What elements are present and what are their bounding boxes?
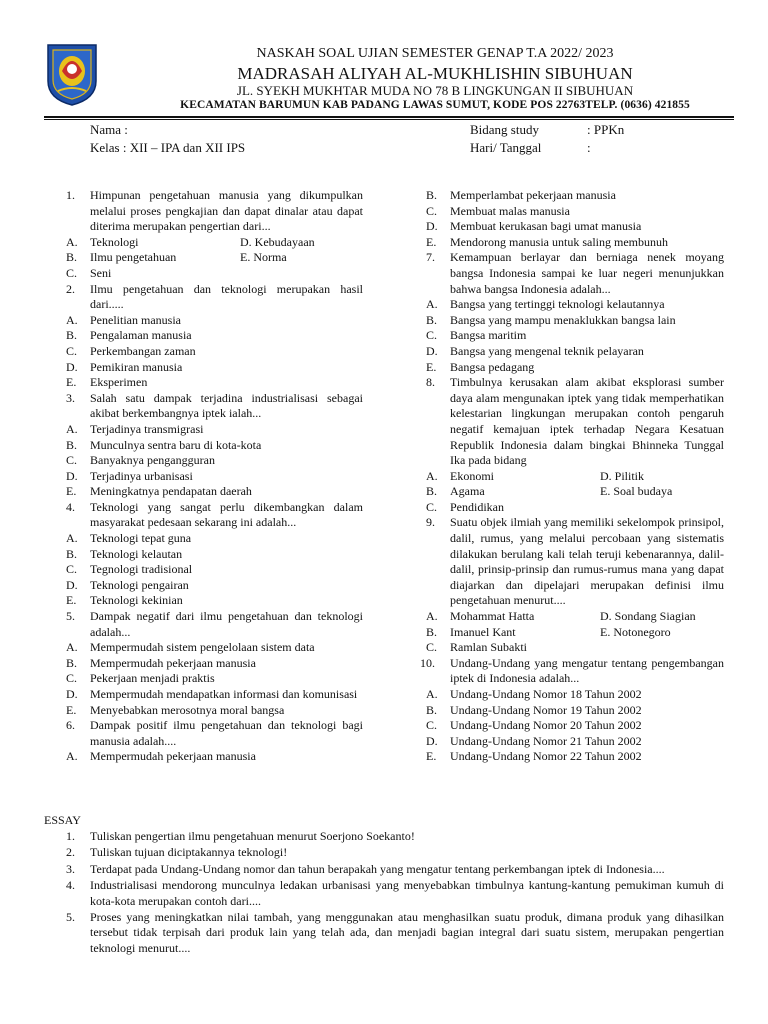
class-field: Kelas : XII – IPA dan XII IPS: [90, 140, 246, 155]
question-text: Kemampuan berlayar dan berniaga nenek moyang bangsa Indonesia sampai ke luar negeri menunjukkan bahwa bangsa Indonesia adalah...: [450, 250, 724, 296]
option-letter: C.: [66, 562, 78, 577]
option-letter: B.: [426, 312, 438, 327]
option-letter: C.: [426, 718, 438, 733]
question-number: 4.: [66, 499, 75, 514]
question-4: [66, 500, 363, 531]
option-letter: D.: [426, 219, 438, 234]
option-row: [426, 297, 724, 313]
option-letter: B.: [66, 437, 78, 452]
essay-text: Industrialisasi mendorong munculnya ledakan urbanisasi yang menyebabkan timbulnya kantung-kantung pemukiman kumuh di kota-kota merupakan contoh dari....: [90, 878, 724, 908]
option-letter: B.: [426, 702, 438, 717]
option-row: [426, 328, 724, 344]
option-row: [66, 484, 363, 500]
option-text: Ekonomi: [450, 468, 494, 483]
option-row: [66, 266, 363, 282]
option-letter: C.: [66, 265, 78, 280]
essay-item: [66, 910, 724, 956]
option-row: [426, 734, 724, 750]
question-text: Suatu objek ilmiah yang memiliki sekelompok prinsipol, dalil, rumus, yang melalui percobaan yang sistematis dilakukan berulang kali telah teruji kebenarannya, dalil-dalil, prinsip-prinsip dan rumus-rumus mana yang dapat diajarkan dan dipelajari merupakan definisi ilmu pengetahuan menurut....: [450, 515, 724, 608]
option-row: [426, 640, 724, 656]
option-letter: E.: [426, 234, 437, 249]
option-row: [66, 547, 363, 563]
option-text: Mempermudah mendapatkan informasi dan komunisasi: [90, 687, 358, 701]
school-logo-emblem: [44, 41, 100, 107]
option-letter: D.: [426, 733, 438, 748]
option-text: Mempermudah sistem pengelolaan sistem data: [90, 640, 315, 655]
option-row: [66, 562, 363, 578]
option-row: [66, 578, 363, 594]
essay-number: 1.: [66, 829, 75, 843]
option-letter: C.: [66, 671, 78, 686]
essay-item: [66, 829, 724, 844]
essay-text: Proses yang meningkatkan nilai tambah, yang menggunakan atau menghasilkan suatu produk, dimana produk yang dihasilkan tersebut tidak terpisah dari produk lain yang telah ada, dan menjadi bagian integral dari suatu sistem, merupakan pengertian teknologi menurut....: [90, 910, 724, 955]
option-row: [426, 625, 724, 641]
option-text: Undang-Undang Nomor 21 Tahun 2002: [450, 733, 642, 748]
option-row: [426, 609, 724, 625]
option-text: Teknologi pengairan: [90, 577, 189, 592]
essay-list: [66, 829, 724, 957]
question-text: Teknologi yang sangat perlu dikembangkan dalam masyarakat pedesaan sekarang ini adalah...: [90, 499, 363, 530]
option-row: [426, 219, 724, 235]
option-text: Agama: [450, 484, 485, 499]
option-text: Munculnya sentra baru di kota-kota: [90, 437, 262, 452]
option-text: Mendorong manusia untuk saling membunuh: [450, 234, 668, 249]
option-row: [66, 328, 363, 344]
option-row: [426, 749, 724, 765]
option-text: Mempermudah pekerjaan manusia: [90, 749, 256, 764]
option-text: Bangsa maritim: [450, 328, 527, 343]
question-text: Dampak positif ilmu pengetahuan dan teknologi bagi manusia adalah....: [90, 718, 363, 748]
option-text: Mohammat Hatta: [450, 609, 535, 624]
option-letter: E.: [66, 375, 77, 390]
option-row: [426, 313, 724, 329]
option-letter: D.: [426, 343, 438, 358]
option-row: [426, 188, 724, 204]
question-text: Timbulnya kerusakan alam akibat eksplorasi sumber daya alam mengunakan iptek yang tidak memperhatikan kelestarian lingkungan merupakan contoh pengaruh negatif kemajuan iptek terhadap Negara Kesatuan Republik Indonesia dalam bingkai Bhinneka Tunggal Ika pada bidang: [450, 375, 724, 468]
student-name-field: Nama :: [90, 122, 128, 137]
question-text: Undang-Undang yang mengatur tentang pengembangan iptek di Indonesia adalah...: [450, 655, 724, 686]
option-text: Eksperimen: [90, 375, 148, 390]
question-number: 10.: [420, 655, 435, 670]
option-text: Pendidikan: [450, 499, 504, 514]
question-3: [66, 391, 363, 422]
option-letter: C.: [66, 343, 78, 358]
option-text: Seni: [90, 265, 112, 280]
option-letter: A.: [426, 609, 438, 624]
option-letter: D.: [66, 468, 78, 483]
option-text: Mempermudah pekerjaan manusia: [90, 655, 256, 670]
subject-value: : PPKn: [587, 122, 625, 137]
option-text: Ilmu pengetahuan: [90, 250, 177, 265]
question-6: [66, 718, 363, 749]
question-number: 6.: [66, 718, 75, 733]
option-letter: B.: [66, 655, 78, 670]
question-number: 5.: [66, 609, 75, 624]
option-letter: A.: [426, 297, 438, 312]
option-row: [66, 344, 363, 360]
option-row: [66, 531, 363, 547]
questions-right-column: [420, 188, 724, 765]
option-row: [426, 703, 724, 719]
essay-heading: ESSAY: [44, 813, 81, 827]
option-text: Teknologi kelautan: [90, 546, 183, 561]
option-row: [66, 656, 363, 672]
option-row: [66, 250, 363, 266]
option-row: [426, 235, 724, 251]
option-text: Membuat kerukasan bagi umat manusia: [450, 219, 642, 234]
option-row: [66, 313, 363, 329]
subject-label: Bidang study: [470, 122, 539, 137]
essay-item: [66, 862, 724, 877]
option-letter: A.: [66, 640, 78, 655]
option-row: [66, 438, 363, 454]
option-row: [66, 469, 363, 485]
option-letter: B.: [66, 328, 78, 343]
option-text: Menyebabkan merosotnya moral bangsa: [90, 702, 285, 717]
essay-text: Tuliskan tujuan diciptakannya teknologi!: [90, 845, 288, 860]
date-value: :: [587, 140, 591, 155]
option-letter: A.: [426, 468, 438, 483]
header-divider-thin: [44, 119, 734, 120]
option-row: [66, 687, 363, 703]
option-letter: B.: [426, 484, 438, 499]
option-text: Bangsa pedagang: [450, 359, 535, 374]
option-row: [426, 469, 724, 485]
option-letter: E.: [66, 484, 77, 499]
essay-number: 5.: [66, 910, 75, 925]
option-letter: C.: [426, 640, 438, 655]
option-row: [426, 500, 724, 516]
option-text: D. Kebudayaan: [240, 234, 315, 249]
header-divider: [44, 116, 734, 118]
option-text: Imanuel Kant: [450, 624, 516, 639]
option-letter: A.: [66, 531, 78, 546]
option-text: Bangsa yang mengenal teknik pelayaran: [450, 343, 644, 358]
option-letter: D.: [66, 359, 78, 374]
essay-item: [66, 845, 724, 860]
option-letter: B.: [66, 250, 78, 265]
option-row: [66, 422, 363, 438]
option-text: E. Norma: [240, 250, 287, 265]
option-letter: D.: [66, 577, 78, 592]
essay-number: 3.: [66, 861, 75, 876]
school-district-contact: KECAMATAN BARUMUN KAB PADANG LAWAS SUMUT, KODE POS 22763TELP. (0636) 421855: [180, 99, 690, 111]
option-row: [66, 375, 363, 391]
question-number: 8.: [426, 375, 435, 390]
option-row: [66, 671, 363, 687]
option-text: E. Notonegoro: [600, 624, 671, 639]
option-letter: B.: [426, 188, 438, 202]
option-text: Meningkatnya pendapatan daerah: [90, 484, 252, 499]
question-number: 7.: [426, 250, 435, 265]
option-letter: A.: [66, 749, 78, 764]
option-row: [66, 593, 363, 609]
option-text: Memperlambat pekerjaan manusia: [450, 188, 616, 202]
question-text: Ilmu pengetahuan dan teknologi merupakan hasil dari.....: [90, 281, 363, 312]
option-row: [426, 344, 724, 360]
option-text: Undang-Undang Nomor 22 Tahun 2002: [450, 749, 642, 764]
option-letter: C.: [426, 203, 438, 218]
school-name: MADRASAH ALIYAH AL-MUKHLISHIN SIBUHUAN: [237, 64, 633, 83]
option-row: [66, 640, 363, 656]
question-1: [66, 188, 363, 235]
option-text: E. Soal budaya: [600, 484, 673, 499]
question-number: 1.: [66, 188, 75, 202]
question-text: Dampak negatif dari ilmu pengetahuan dan teknologi adalah...: [90, 609, 363, 639]
option-text: Membuat malas manusia: [450, 203, 570, 218]
question-number: 9.: [426, 515, 435, 530]
question-9: [426, 515, 724, 609]
option-row: [66, 703, 363, 719]
option-text: Ramlan Subakti: [450, 640, 527, 655]
option-row: [426, 687, 724, 703]
option-text: Pengalaman manusia: [90, 328, 192, 343]
question-number: 3.: [66, 390, 75, 405]
option-text: Undang-Undang Nomor 19 Tahun 2002: [450, 702, 642, 717]
essay-number: 4.: [66, 878, 75, 893]
option-letter: B.: [66, 546, 78, 561]
option-text: Teknologi: [90, 234, 139, 249]
option-row: [66, 749, 363, 765]
option-letter: C.: [426, 499, 438, 514]
option-text: Terjadinya urbanisasi: [90, 468, 193, 483]
question-7: [426, 250, 724, 297]
option-text: Tegnologi tradisional: [90, 562, 193, 577]
option-text: Penelitian manusia: [90, 312, 181, 327]
option-text: Teknologi tepat guna: [90, 531, 192, 546]
question-2: [66, 282, 363, 313]
option-letter: E.: [66, 593, 77, 608]
option-row: [426, 360, 724, 376]
option-letter: A.: [66, 234, 78, 249]
option-text: D. Sondang Siagian: [600, 609, 696, 624]
option-letter: B.: [426, 624, 438, 639]
option-letter: C.: [66, 453, 78, 468]
option-text: Teknologi kekinian: [90, 593, 183, 608]
essay-text: Terdapat pada Undang-Undang nomor dan tahun berapakah yang mengatur tentang perkembangan iptek di Indonesia....: [90, 861, 665, 876]
essay-text: Tuliskan pengertian ilmu pengetahuan menurut Soerjono Soekanto!: [90, 829, 415, 843]
option-row: [66, 360, 363, 376]
option-letter: A.: [66, 421, 78, 436]
essay-number: 2.: [66, 845, 75, 860]
option-text: Perkembangan zaman: [90, 343, 196, 358]
date-label: Hari/ Tanggal: [470, 140, 542, 155]
option-row: [426, 484, 724, 500]
questions-left-column: [66, 188, 363, 765]
option-text: Pekerjaan menjadi praktis: [90, 671, 215, 686]
school-address: JL. SYEKH MUKHTAR MUDA NO 78 B LINGKUNGAN II SIBUHUAN: [236, 83, 634, 98]
option-row: [426, 204, 724, 220]
option-letter: C.: [426, 328, 438, 343]
option-letter: E.: [426, 749, 437, 764]
option-text: Terjadinya transmigrasi: [90, 421, 204, 436]
option-text: Banyaknya pengangguran: [90, 453, 215, 468]
exam-title: NASKAH SOAL UJIAN SEMESTER GENAP T.A 2022/ 2023: [256, 46, 614, 61]
question-text: Salah satu dampak terjadina industrialisasi sebagai akibat berkembangnya iptek ialah...: [90, 390, 363, 421]
question-text: Himpunan pengetahuan manusia yang dikumpulkan melalui proses pengkajian dan dapat dinalar atau dapat diterima merupakan pengertian dari...: [90, 188, 363, 234]
option-letter: A.: [66, 312, 78, 327]
option-letter: D.: [66, 687, 78, 701]
option-row: [426, 718, 724, 734]
option-text: Pemikiran manusia: [90, 359, 183, 374]
option-text: D. Pilitik: [600, 468, 645, 483]
option-text: Undang-Undang Nomor 20 Tahun 2002: [450, 718, 642, 733]
question-number: 2.: [66, 281, 75, 296]
essay-item: [66, 878, 724, 909]
option-letter: E.: [426, 359, 437, 374]
option-text: Undang-Undang Nomor 18 Tahun 2002: [450, 687, 642, 701]
question-10: [420, 655, 724, 687]
option-letter: E.: [66, 702, 77, 717]
question-5: [66, 609, 363, 640]
question-8: [426, 375, 724, 469]
option-text: Bangsa yang tertinggi teknologi kelautannya: [450, 297, 665, 312]
option-text: Bangsa yang mampu menaklukkan bangsa lain: [450, 312, 676, 327]
option-letter: A.: [426, 687, 438, 701]
option-row: [66, 235, 363, 251]
option-row: [66, 453, 363, 469]
